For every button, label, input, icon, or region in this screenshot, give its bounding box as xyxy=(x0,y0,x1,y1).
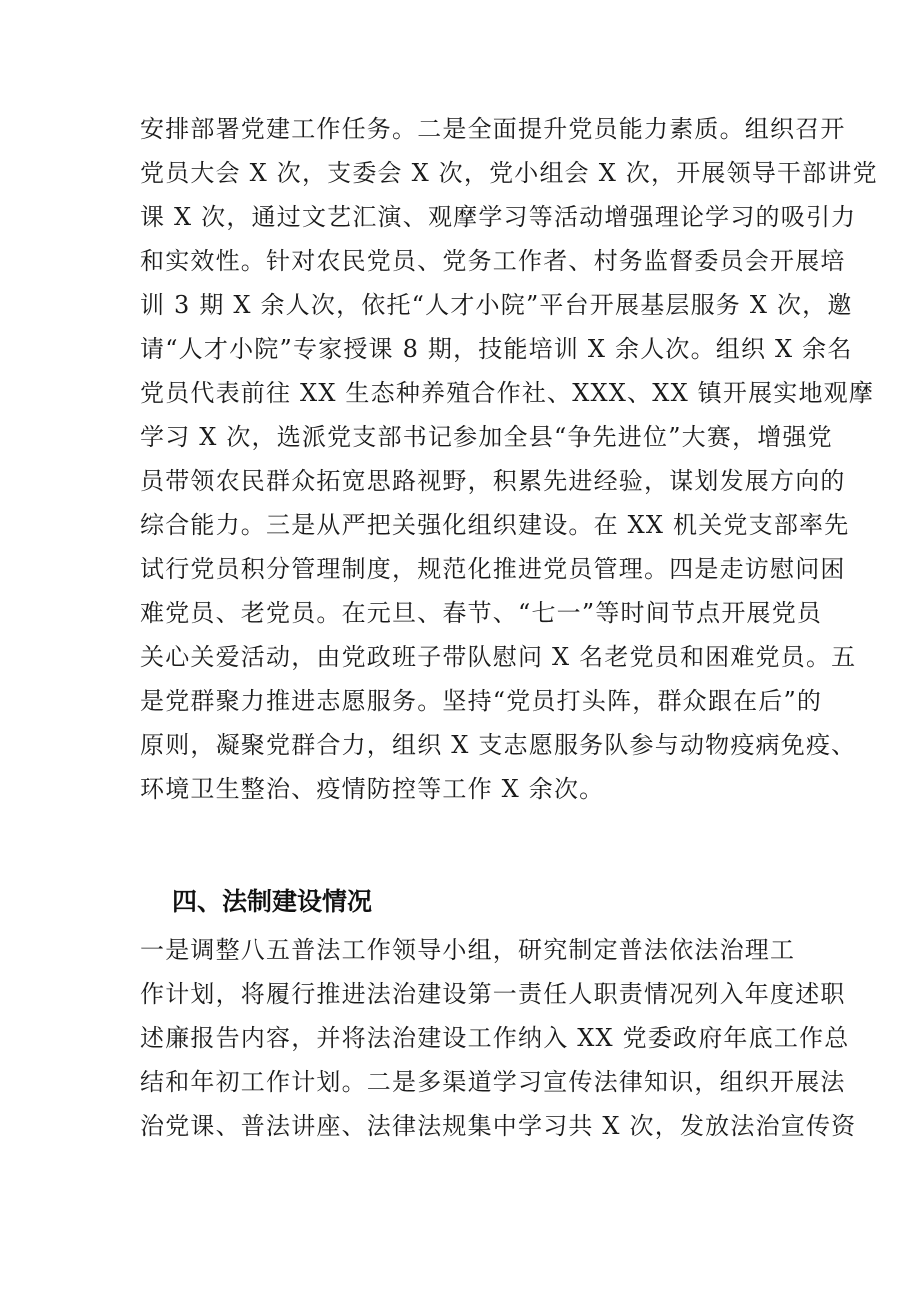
text-line: 安排部署党建工作任务。二是全面提升党员能力素质。组织召开 xyxy=(140,115,846,143)
text-line: 和实效性。针对农民党员、党务工作者、村务监督委员会开展培 xyxy=(140,247,846,275)
text-line: 关心关爱活动，由党政班子带队慰问 X 名老党员和困难党员。五 xyxy=(140,643,857,671)
paragraph-party-building xyxy=(140,107,878,811)
text-line: 党员代表前往 XX 生态种养殖合作社、XXX、XX 镇开展实地观摩 xyxy=(140,379,875,407)
text-line: 环境卫生整治、疫情防控等工作 X 余次。 xyxy=(140,775,605,803)
text-line: 课 X 次，通过文艺汇演、观摩学习等活动增强理论学习的吸引力 xyxy=(140,203,857,231)
text-line: 试行党员积分管理制度，规范化推进党员管理。四是走访慰问困 xyxy=(140,555,846,583)
text-line: 学习 X 次，选派党支部书记参加全县“争先进位”大赛，增强党 xyxy=(140,423,833,451)
text-line: 难党员、老党员。在元旦、春节、“七一”等时间节点开展党员 xyxy=(140,599,823,627)
paragraph-legal-construction xyxy=(140,928,857,1148)
section-heading-legal-construction: 四、法制建设情况 xyxy=(172,887,373,916)
text-line: 综合能力。三是从严把关强化组织建设。在 XX 机关党支部率先 xyxy=(140,511,850,539)
text-line: 治党课、普法讲座、法律法规集中学习共 X 次，发放法治宣传资 xyxy=(140,1112,857,1140)
text-line: 述廉报告内容，并将法治建设工作纳入 XX 党委政府年底工作总 xyxy=(140,1024,850,1052)
text-line: 是党群聚力推进志愿服务。坚持“党员打头阵，群众跟在后”的 xyxy=(140,687,823,715)
text-line: 原则，凝聚党群合力，组织 X 支志愿服务队参与动物疫病免疫、 xyxy=(140,731,857,759)
text-line: 结和年初工作计划。二是多渠道学习宣传法律知识，组织开展法 xyxy=(140,1068,846,1096)
text-line: 训 3 期 X 余人次，依托“人才小院”平台开展基层服务 X 次，邀 xyxy=(140,291,853,319)
text-line: 请“人才小院”专家授课 8 期，技能培训 X 余人次。组织 X 余名 xyxy=(140,335,853,363)
text-line: 党员大会 X 次，支委会 X 次，党小组会 X 次，开展领导干部讲党 xyxy=(140,159,878,187)
text-line: 作计划，将履行推进法治建设第一责任人职责情况列入年度述职 xyxy=(140,980,846,1008)
text-line: 员带领农民群众拓宽思路视野，积累先进经验，谋划发展方向的 xyxy=(140,467,846,495)
text-line: 一是调整八五普法工作领导小组，研究制定普法依法治理工 xyxy=(140,936,796,964)
